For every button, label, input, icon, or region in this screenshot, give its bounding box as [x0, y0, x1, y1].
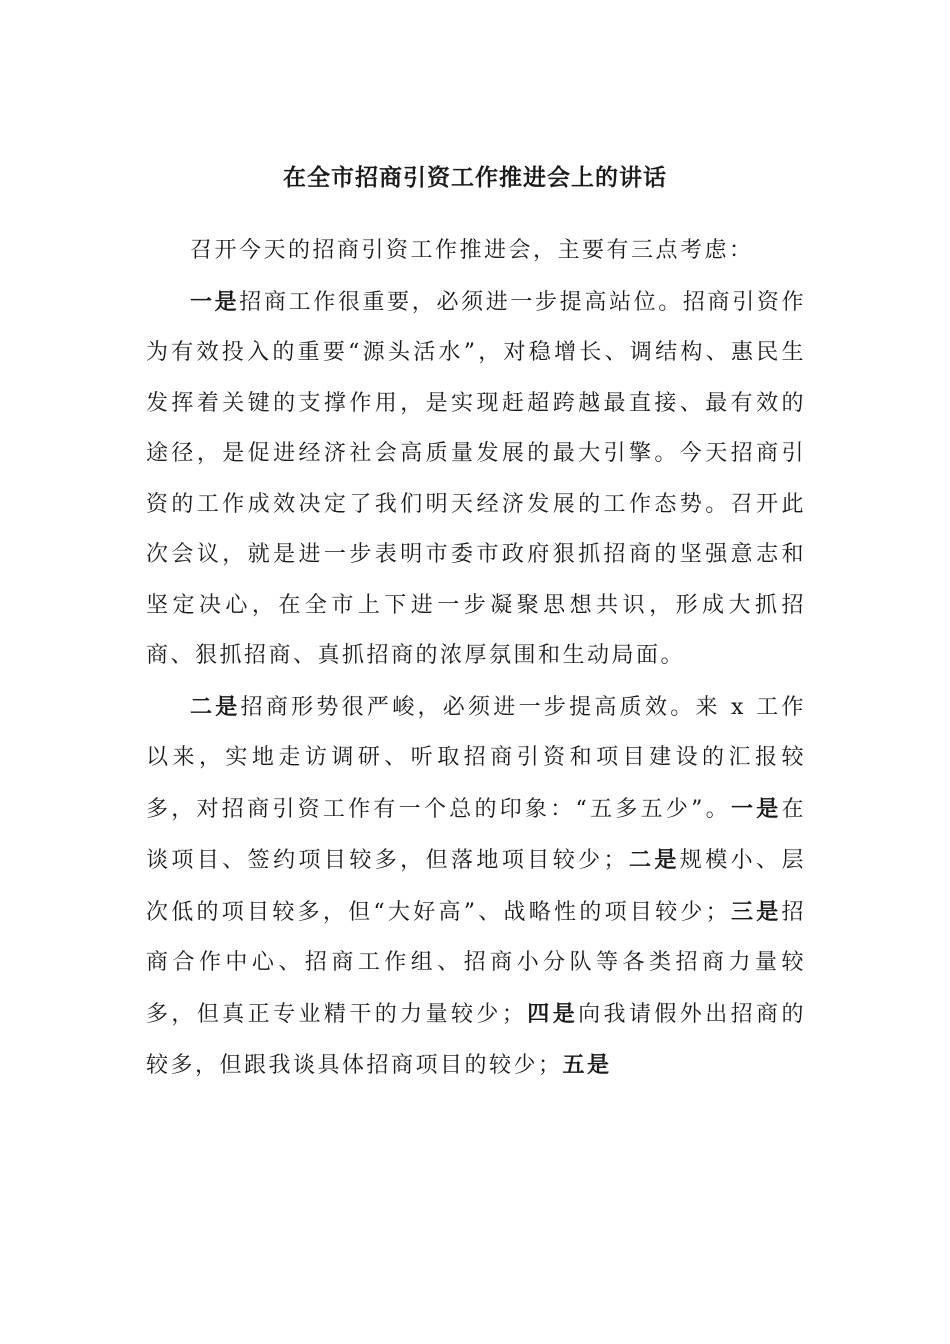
point-two-paragraph [146, 682, 806, 1092]
point-two-label: 二是 [190, 693, 241, 720]
sub-point-one-text: 在谈项目、签约项目较多，但落地项目较少； [146, 796, 806, 873]
point-one-label: 一是 [190, 288, 240, 315]
point-one-paragraph [146, 277, 806, 682]
page-title: 在全市招商引资工作推进会上的讲话 [283, 164, 667, 191]
point-one-text: 招商工作很重要，必须进一步提高站位。招商引资作为有效投入的重要“源头活水”，对稳增长、调结构、惠民生发挥着关键的支撑作用，是实现赶超跨越最直接、最有效的途径，是促进经济社会高质量发展的最大引擎。今天招商引资的工作成效决定了我们明天经济发展的工作态势。召开此次会议，就是进一步表明市委市政府狠抓招商的坚强意志和坚定决心，在全市上下进一步凝聚思想共识，形成大抓招商、狠抓招商、真抓招商的浓厚氛围和生动局面。 [146, 289, 806, 668]
point-two-text: 招商形势很严峻，必须进一步提高质效。来 x 工作以来，实地走访调研、听取招商引资和项目建设的汇报较多，对招商引资工作有一个总的印象：“五多五少”。 [146, 694, 806, 822]
intro-paragraph: 召开今天的招商引资工作推进会，主要有三点考虑： [190, 238, 754, 263]
sub-point-three-text: 招商合作中心、招商工作组、招商小分队等各类招商力量较多，但真正专业精干的力量较少； [146, 899, 806, 1027]
sub-point-four-text: 向我请假外出招商的较多，但跟我谈具体招商项目的较少； [146, 1001, 806, 1078]
sub-point-two-label: 二是 [628, 847, 680, 873]
sub-point-three-label: 三是 [730, 898, 782, 925]
sub-point-two-text: 规模小、层次低的项目较多，但“大好高”、战略性的项目较少； [146, 848, 806, 925]
sub-point-five-label: 五是 [562, 1052, 612, 1078]
sub-point-four-label: 四是 [526, 1000, 579, 1027]
document-body [146, 226, 806, 1092]
sub-point-one-label: 一是 [730, 795, 782, 822]
